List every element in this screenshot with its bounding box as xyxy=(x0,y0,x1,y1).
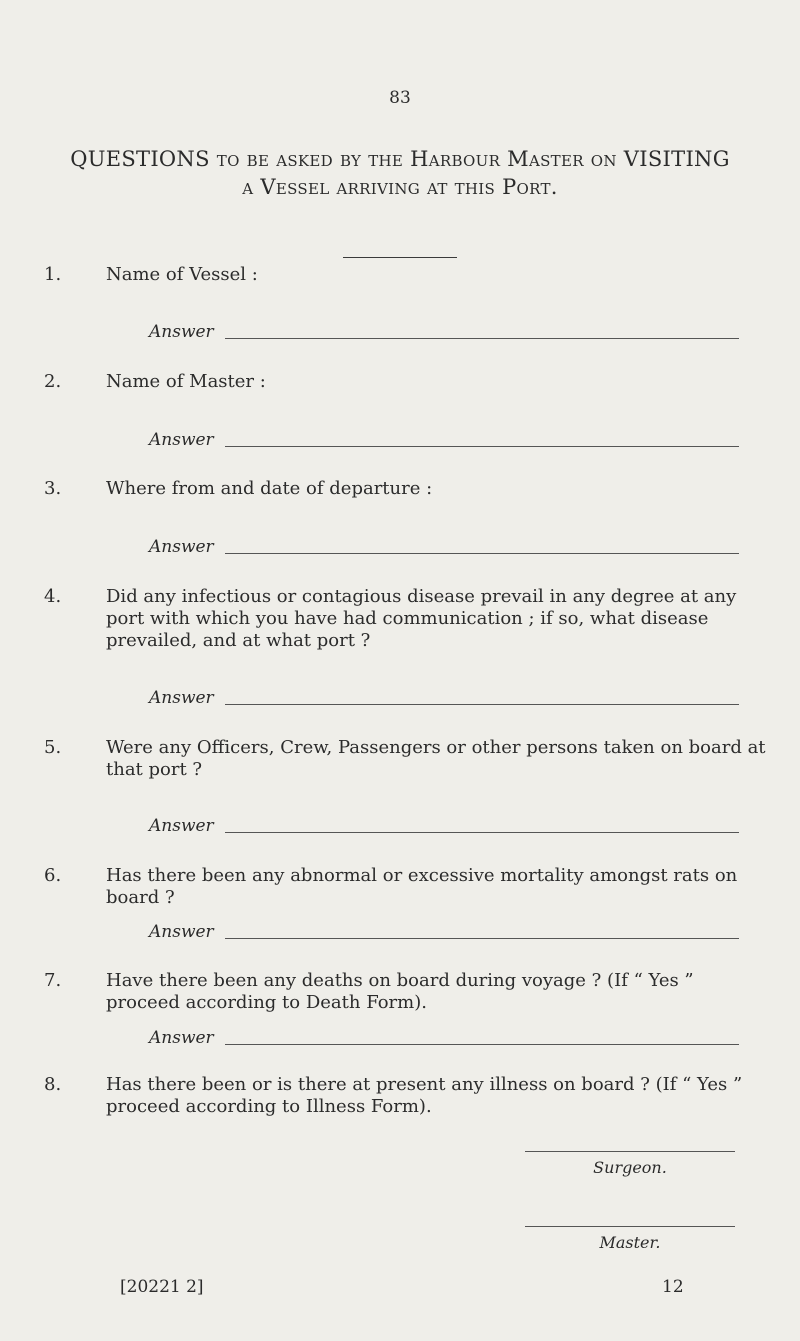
question-number: 2. xyxy=(44,371,62,392)
answer-line xyxy=(225,1044,739,1045)
sheet-number: 12 xyxy=(662,1277,684,1297)
answer-line xyxy=(225,704,739,705)
answer-field-7[interactable] xyxy=(149,1028,739,1050)
question-number: 4. xyxy=(44,586,62,607)
answer-field-1[interactable] xyxy=(149,322,739,344)
answer-label: Answer xyxy=(149,537,214,557)
surgeon-signature[interactable] xyxy=(525,1151,735,1177)
answer-line xyxy=(225,446,739,447)
signature-line xyxy=(525,1151,735,1152)
answer-field-2[interactable] xyxy=(149,430,739,452)
answer-label: Answer xyxy=(149,688,214,708)
question-text: Did any infectious or contagious disease prevail in any degree at any port with which you have had communication ; if so, what disease prevailed, and at what port ? xyxy=(106,586,737,651)
page-title xyxy=(60,145,740,202)
answer-label: Answer xyxy=(149,922,214,942)
answer-label: Answer xyxy=(149,1028,214,1048)
answer-label: Answer xyxy=(149,816,214,836)
surgeon-label: Surgeon. xyxy=(593,1158,667,1177)
question-number: 8. xyxy=(44,1074,62,1095)
page-number: 83 xyxy=(389,88,411,108)
answer-line xyxy=(225,338,739,339)
print-code: [20221 2] xyxy=(120,1277,204,1297)
answer-field-5[interactable] xyxy=(149,816,739,838)
question-text: Name of Vessel : xyxy=(106,264,258,285)
question-text: Where from and date of departure : xyxy=(106,478,433,499)
question-number: 1. xyxy=(44,264,62,285)
question-number: 6. xyxy=(44,865,62,886)
question-number: 5. xyxy=(44,737,62,758)
question-text: Name of Master : xyxy=(106,371,266,392)
question-text: Has there been or is there at present any illness on board ? (If “ Yes ” proceed according to Illness Form). xyxy=(106,1074,743,1117)
answer-field-4[interactable] xyxy=(149,688,739,710)
answer-line xyxy=(225,553,739,554)
question-text: Have there been any deaths on board during voyage ? (If “ Yes ” proceed according to Death Form). xyxy=(106,970,694,1013)
title-line-2: a Vessel arriving at this Port. xyxy=(242,175,558,200)
answer-line xyxy=(225,938,739,939)
master-signature[interactable] xyxy=(525,1226,735,1252)
question-text: Were any Officers, Crew, Passengers or other persons taken on board at that port ? xyxy=(106,737,766,780)
answer-field-3[interactable] xyxy=(149,537,739,559)
question-number: 7. xyxy=(44,970,62,991)
question-text: Has there been any abnormal or excessive mortality amongst rats on board ? xyxy=(106,865,738,908)
answer-label: Answer xyxy=(149,322,214,342)
title-line-1: QUESTIONS to be asked by the Harbour Master on VISITING xyxy=(70,147,730,171)
title-divider xyxy=(343,257,457,258)
answer-label: Answer xyxy=(149,430,214,450)
question-number: 3. xyxy=(44,478,62,499)
answer-field-6[interactable] xyxy=(149,922,739,944)
signature-line xyxy=(525,1226,735,1227)
master-label: Master. xyxy=(599,1233,661,1252)
answer-line xyxy=(225,832,739,833)
